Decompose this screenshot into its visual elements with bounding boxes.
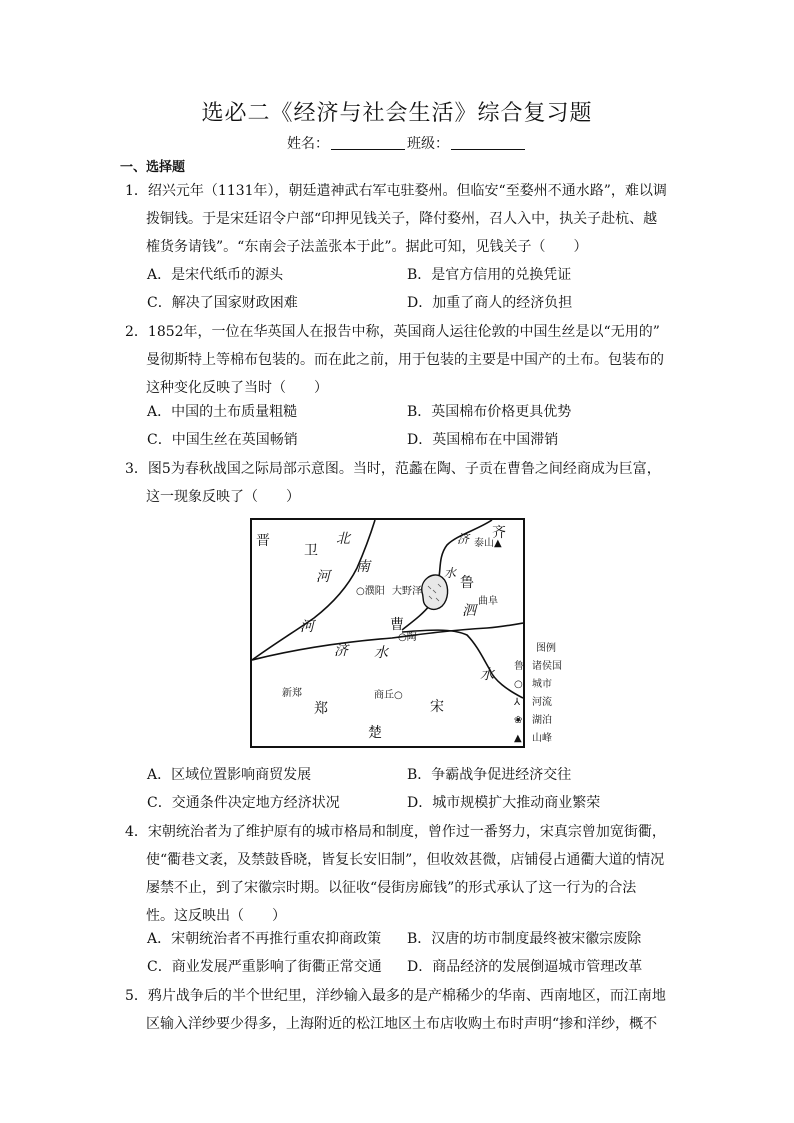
q4-option-d[interactable]: D．商品经济的发展倒逼城市管理改革 bbox=[407, 959, 643, 975]
question-text-line: 3．图5为春秋战国之际局部示意图。当时，范蠡在陶、子贡在曹鲁之间经商成为巨富， bbox=[125, 461, 661, 477]
q2-option-a[interactable]: A．中国的土布质量粗糙 bbox=[147, 404, 298, 420]
name-blank[interactable] bbox=[331, 137, 405, 150]
map-label-qi: 齐 bbox=[492, 525, 506, 541]
question-text-line: 4．宋朝统治者为了维护原有的城市格局和制度，曾作过一番努力，宋真宗曾加宽街衢， bbox=[125, 824, 666, 840]
map-label-cao: 曹 bbox=[390, 617, 404, 633]
question-text-line: 使“衢巷文袤，及禁鼓昏晓，皆复长安旧制”，但收效甚微，店铺侵占通衢大道的情况 bbox=[146, 852, 665, 868]
river-to-cao bbox=[402, 605, 430, 630]
legend-mountain: ▲ 山峰 bbox=[514, 730, 562, 748]
lake-icon: ❀ bbox=[514, 715, 523, 726]
section-heading: 一、选择题 bbox=[120, 160, 186, 175]
map-label-bei: 北 bbox=[336, 531, 350, 547]
map-label-dayeze: 大野泽 bbox=[392, 586, 422, 597]
question-text-line: 曼彻斯特上等棉布包装的。而在此之前，用于包装的主要是中国产的土布。包装布的 bbox=[146, 352, 664, 368]
map-label-si: 泗 bbox=[462, 603, 476, 619]
map-label-lu: 鲁 bbox=[460, 575, 474, 591]
si-river bbox=[402, 630, 523, 698]
q3-option-a[interactable]: A．区域位置影响商贸发展 bbox=[147, 767, 312, 783]
q1-option-a[interactable]: A．是宋代纸币的源头 bbox=[147, 267, 284, 283]
city-marker: ○ bbox=[398, 632, 407, 643]
legend-city: ○ 城市 bbox=[514, 676, 562, 694]
map-figure bbox=[250, 518, 525, 748]
question-text-line: 区输入洋纱要少得多，上海附近的松江地区土布店收购土布时声明“掺和洋纱，概不 bbox=[146, 1016, 658, 1032]
city-icon: ○ bbox=[514, 679, 523, 690]
q3-option-b[interactable]: B．争霸战争促进经济交往 bbox=[407, 767, 572, 783]
q4-option-c[interactable]: C．商业发展严重影响了街衢正常交通 bbox=[147, 959, 382, 975]
map-label-shui-right: 水 bbox=[444, 566, 457, 580]
legend-state: 鲁 诸侯国 bbox=[514, 661, 562, 672]
question-2 bbox=[125, 318, 673, 402]
question-1 bbox=[125, 177, 673, 261]
legend-title: 图例 bbox=[536, 643, 556, 654]
question-4 bbox=[125, 818, 673, 930]
q1-option-b[interactable]: B．是官方信用的兑换凭证 bbox=[407, 267, 572, 283]
question-text-line: 性。这反映出（ ） bbox=[146, 908, 286, 924]
class-label: 班级： bbox=[407, 136, 449, 152]
map-label-ji-mid: 济 bbox=[334, 643, 348, 659]
student-info-line bbox=[0, 133, 794, 153]
map-label-qufu: 曲阜 bbox=[478, 596, 498, 607]
map-label-shangqiu: 商丘○ bbox=[374, 690, 403, 701]
map-label-shui-low: 水 bbox=[480, 667, 494, 683]
q4-option-a[interactable]: A．宋朝统治者不再推行重农抑商政策 bbox=[147, 931, 382, 947]
map-legend bbox=[514, 640, 562, 748]
q4-option-b[interactable]: B．汉唐的坊市制度最终被宋徽宗废除 bbox=[407, 931, 642, 947]
legend-river: ⅄ 河流 bbox=[514, 694, 562, 712]
mountain-icon: ▲ bbox=[494, 538, 502, 549]
question-3 bbox=[125, 455, 673, 511]
class-blank[interactable] bbox=[451, 137, 525, 150]
map-label-wei: 卫 bbox=[304, 543, 318, 559]
map-label-tao: ○陶 bbox=[398, 632, 417, 643]
map-label-zheng: 郑 bbox=[314, 701, 328, 717]
q3-option-d[interactable]: D．城市规模扩大推动商业繁荣 bbox=[407, 795, 601, 811]
q1-option-c[interactable]: C．解决了国家财政困难 bbox=[147, 295, 298, 311]
q2-option-c[interactable]: C．中国生丝在英国畅销 bbox=[147, 432, 298, 448]
question-5 bbox=[125, 982, 673, 1038]
question-text-line: 5．鸦片战争后的半个世纪里，洋纱输入最多的是产棉稀少的华南、西南地区，而江南地 bbox=[125, 988, 666, 1004]
map-label-he1: 河 bbox=[316, 569, 330, 585]
page-title: 选必二《经济与社会生活》综合复习题 bbox=[201, 101, 593, 126]
map-label-shui-mid: 水 bbox=[374, 645, 388, 661]
map-label-ji-top: 济 bbox=[457, 532, 470, 546]
map-label-nan: 南 bbox=[356, 559, 370, 575]
city-marker: ○ bbox=[356, 586, 365, 597]
map-label-chu: 楚 bbox=[368, 725, 382, 741]
question-text-line: 1．绍兴元年（1131年），朝廷遣神武右军屯驻婺州。但临安“至婺州不通水路”，难以调 bbox=[125, 183, 667, 199]
question-text-line: 榷货务请钱”。“东南会子法盖张本于此”。据此可知，见钱关子（ ） bbox=[146, 239, 588, 255]
q2-option-d[interactable]: D．英国棉布在中国滞销 bbox=[407, 432, 559, 448]
q3-option-c[interactable]: C．交通条件决定地方经济状况 bbox=[147, 795, 340, 811]
question-text-line: 拨铜钱。于是宋廷诏令户部“印押见钱关子，降付婺州，召人入中，执关子赴杭、越 bbox=[146, 211, 658, 227]
legend-lake: ❀ 湖泊 bbox=[514, 712, 562, 730]
river-icon: ⅄ bbox=[514, 697, 521, 708]
map-rivers bbox=[252, 520, 523, 746]
map-label-xinzheng: 新郑 bbox=[282, 688, 302, 699]
question-text-line: 屡禁不止，到了宋徽宗时期。以征收“侵街房廊钱”的形式承认了这一行为的合法 bbox=[146, 880, 637, 896]
map-label-puyang: ○濮阳 bbox=[356, 586, 385, 597]
map-label-taishan: 泰山▲ bbox=[474, 538, 502, 549]
mountain-icon: ▲ bbox=[514, 733, 522, 744]
q2-option-b[interactable]: B．英国棉布价格更具优势 bbox=[407, 404, 572, 420]
q1-option-d[interactable]: D．加重了商人的经济负担 bbox=[407, 295, 573, 311]
question-text-line: 这种变化反映了当时（ ） bbox=[146, 380, 328, 396]
question-text-line: 这一现象反映了（ ） bbox=[146, 489, 300, 505]
question-text-line: 2．1852年，一位在华英国人在报告中称，英国商人运往伦敦的中国生丝是以“无用的” bbox=[125, 324, 660, 340]
name-label: 姓名： bbox=[287, 136, 329, 152]
map-label-jin: 晋 bbox=[256, 533, 270, 549]
city-marker: ○ bbox=[394, 690, 403, 701]
map-label-he2: 河 bbox=[300, 619, 314, 635]
map-label-song: 宋 bbox=[430, 699, 444, 715]
